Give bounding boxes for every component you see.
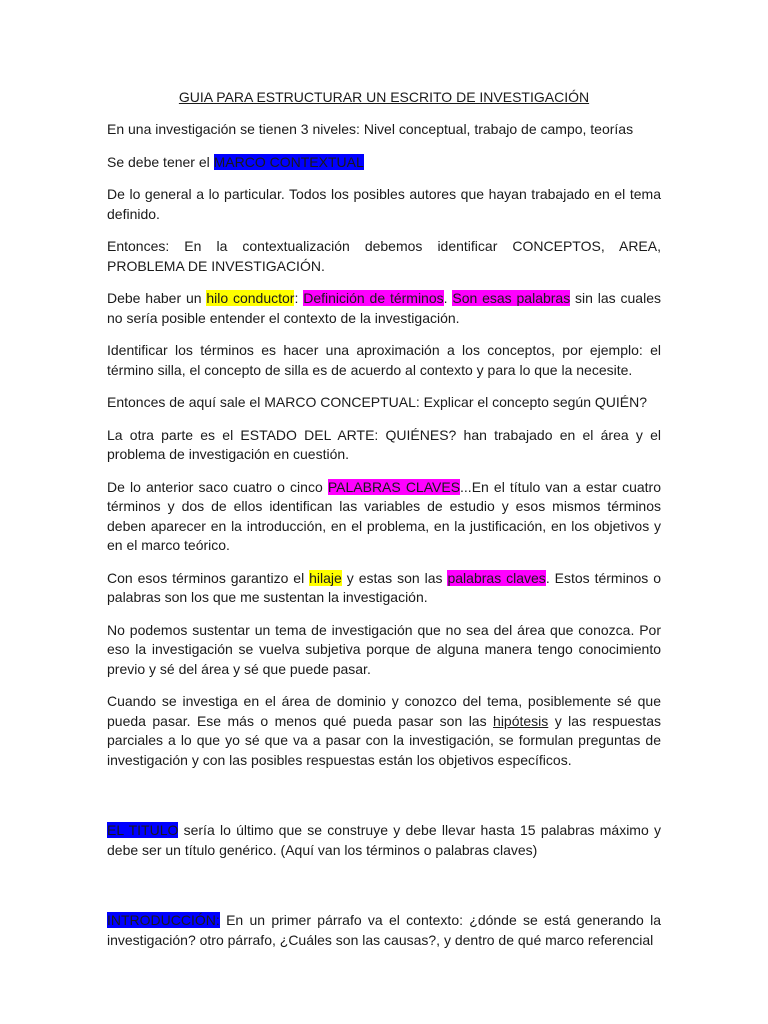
- highlight-hilaje: hilaje: [309, 569, 342, 586]
- paragraph-niveles: En una investigación se tienen 3 niveles: Nivel conceptual, trabajo de campo, teorías: [107, 121, 634, 137]
- document-body: [107, 88, 661, 963]
- paragraph-contextualizacion: Entonces: En la contextualización debemos identificar CONCEPTOS, AREA, PROBLEMA DE INVESTIGACIÓN.: [107, 238, 661, 274]
- paragraph-estado-del-arte: La otra parte es el ESTADO DEL ARTE: QUIÉNES? han trabajado en el área y el problema de investigación en cuestión.: [107, 426, 661, 462]
- spacer: [107, 783, 661, 821]
- paragraph-hilaje: Con esos términos garantizo el hilaje y estas son las palabras claves. Estos términos o palabras son los que me sustentan la investigación.: [107, 569, 662, 605]
- highlight-marco-contextual: MARCO CONTEXTUAL: [213, 153, 364, 170]
- highlight-palabras-claves: PALABRAS CLAVES: [327, 478, 461, 495]
- paragraph-marco-conceptual: Entonces de aquí sale el MARCO CONCEPTUAL: Explicar el concepto según QUIÉN?: [107, 394, 648, 410]
- page-title: GUIA PARA ESTRUCTURAR UN ESCRITO DE INVESTIGACIÓN: [178, 89, 590, 105]
- highlight-hilo-conductor: hilo conductor: [206, 290, 295, 306]
- paragraph-sustentar-tema: No podemos sustentar un tema de investigación que no sea del área que conozca. Por eso la investigación se vuelva subjetiva porque de alguna manera tengo conocimiento previo y sé del área y sé que puede pasar.: [107, 621, 661, 677]
- paragraph-titulo: EL TITULO sería lo último que se construye y debe llevar hasta 15 palabras máximo y debe ser un título genérico. (Aquí van los términos o palabras claves): [107, 822, 661, 858]
- paragraph-general-particular: De lo general a lo particular. Todos los posibles autores que hayan trabajado en el tema definido.: [107, 186, 661, 222]
- paragraph-hilo-conductor: Debe haber un hilo conductor: Definición de términos. Son esas palabras sin las cuales no sería posible entender el contexto de la investigación.: [107, 290, 661, 326]
- highlight-son-esas-palabras: Son esas palabras: [452, 290, 571, 306]
- highlight-el-titulo: EL TITULO: [107, 822, 179, 838]
- spacer: [107, 873, 661, 911]
- paragraph-introduccion: INTRODUCCIÓN: En un primer párrafo va el contexto: ¿dónde se está generando la investigación? otro párrafo, ¿Cuáles son las causas?, y dentro de qué marco referencial: [107, 912, 661, 948]
- paragraph-hipotesis: Cuando se investiga en el área de dominio y conozco del tema, posiblemente sé que pueda pasar. Ese más o menos qué pueda pasar son las hipótesis y las respuestas parciales a lo que yo sé que va a pasar con la investigación, se formulan preguntas de investigación y con las posibles respuestas están los objetivos específicos.: [107, 693, 661, 768]
- paragraph-identificar-terminos: Identificar los términos es hacer una aproximación a los conceptos, por ejemplo: el término silla, el concepto de silla es de acuerdo al contexto y para lo que la necesite.: [107, 342, 661, 378]
- paragraph-marco-contextual: Se debe tener el MARCO CONTEXTUAL: [107, 153, 364, 170]
- highlight-introduccion: INTRODUCCIÓN:: [107, 912, 220, 928]
- underlined-hipotesis: hipótesis: [493, 712, 549, 729]
- highlight-palabras-claves-2: palabras claves: [447, 569, 546, 586]
- paragraph-palabras-claves: De lo anterior saco cuatro o cinco PALABRAS CLAVES...En el título van a estar cuatro términos y dos de ellos identifican las variables de estudio y esos mismos términos deben aparecer en la introducción, en el problema, en la justificación, en los objetivos y en el marco teórico.: [107, 478, 661, 553]
- highlight-definicion-terminos: Definición de términos: [303, 290, 444, 306]
